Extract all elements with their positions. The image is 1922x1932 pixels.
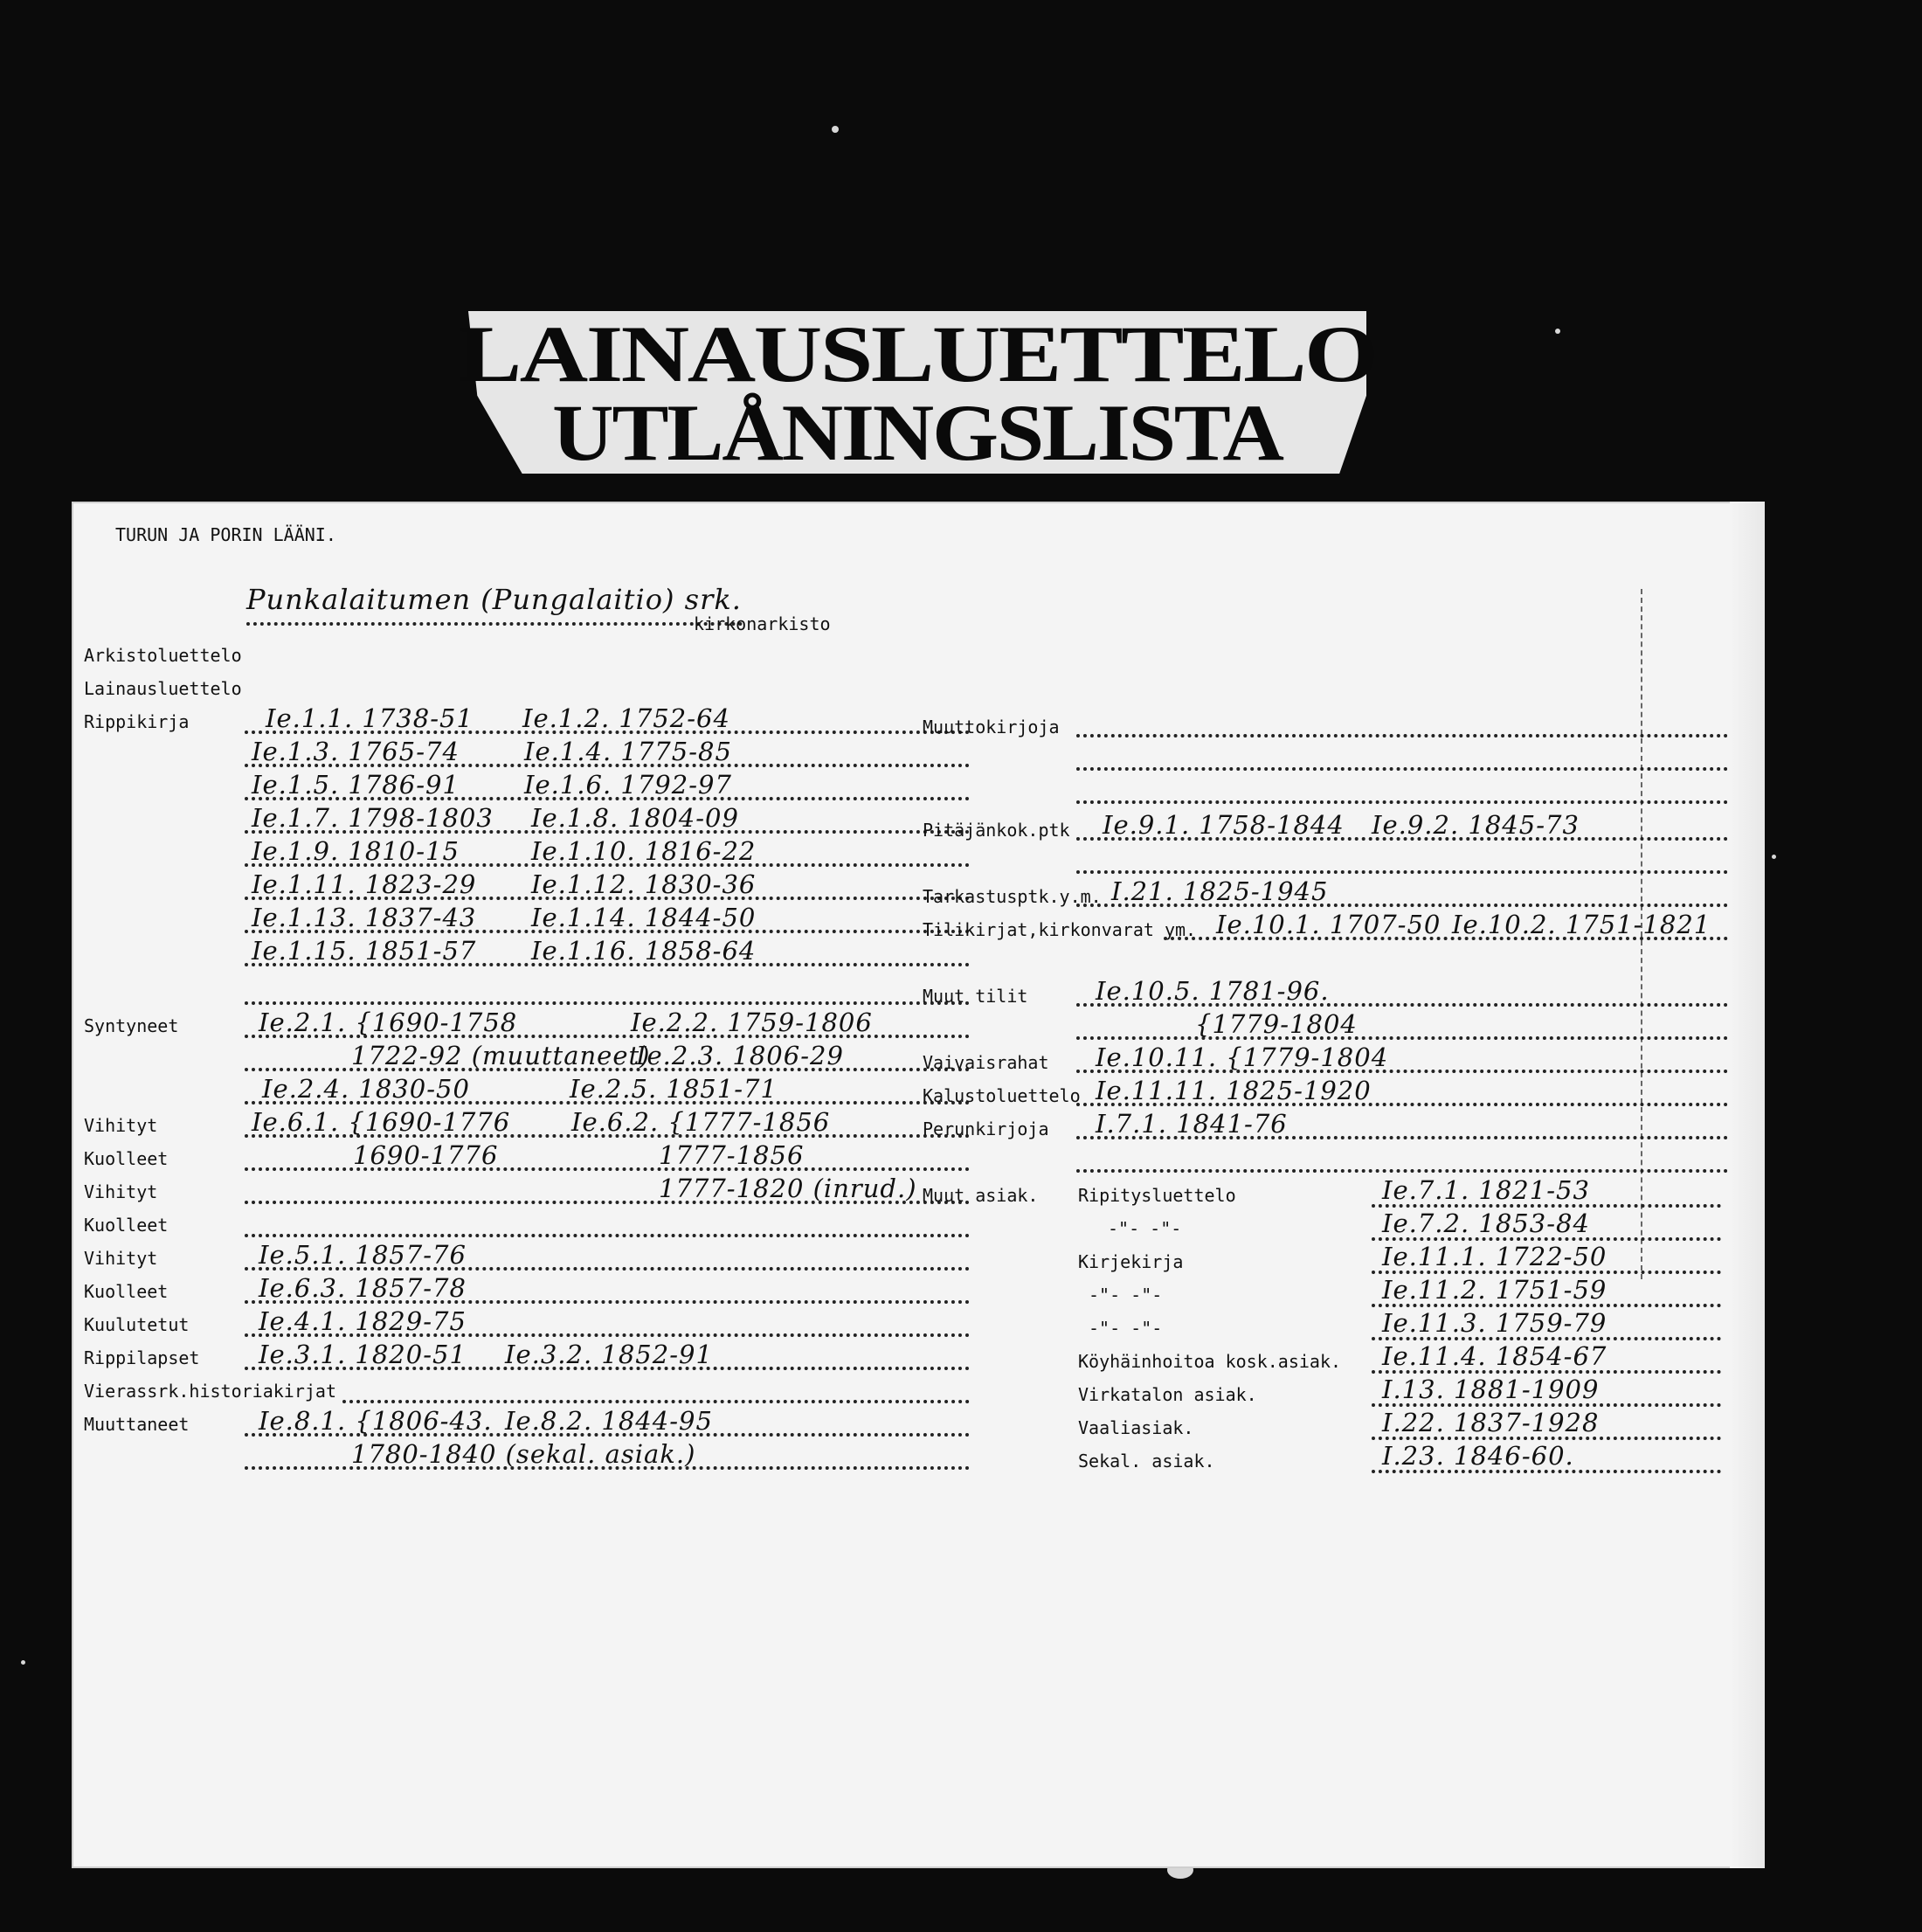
hw-ie-1-13: Ie.1.13. 1837-43 bbox=[252, 903, 477, 932]
label-tarkastusptk: Tarkastusptk.y.m. bbox=[923, 886, 1102, 907]
hw-ie-9-1: Ie.9.1. 1758-1844 bbox=[1103, 810, 1345, 840]
label-vihityt-1: Vihityt bbox=[84, 1115, 158, 1136]
hw-1722-92: 1722-92 (muuttaneet) bbox=[351, 1041, 651, 1070]
hw-ie-11-3: Ie.11.3. 1759-79 bbox=[1382, 1308, 1607, 1338]
hw-ie-6-1: Ie.6.1. {1690-1776 bbox=[252, 1107, 511, 1137]
label-rippikirja: Rippikirja bbox=[84, 711, 190, 732]
hw-ie-1-1: Ie.1.1. 1738-51 bbox=[266, 703, 474, 733]
label-perunkirjoja: Perunkirjoja bbox=[923, 1118, 1049, 1139]
county-heading: TURUN JA PORIN LÄÄNI. bbox=[115, 524, 336, 545]
label-kalustoluettelo: Kalustoluettelo bbox=[923, 1085, 1081, 1106]
label-vihityt-2: Vihityt bbox=[84, 1181, 158, 1202]
hw-ie-10-11: Ie.10.11. {1779-1804 bbox=[1096, 1042, 1389, 1072]
label-virkatalon: Virkatalon asiak. bbox=[1078, 1384, 1257, 1405]
hw-ie-5-1: Ie.5.1. 1857-76 bbox=[259, 1240, 467, 1270]
hw-1690-1776: 1690-1776 bbox=[353, 1140, 499, 1170]
label-vaivaisrahat: Vaivaisrahat bbox=[923, 1052, 1049, 1073]
hw-ie-1-2: Ie.1.2. 1752-64 bbox=[522, 703, 730, 733]
hw-ie-11-1: Ie.11.1. 1722-50 bbox=[1382, 1242, 1607, 1271]
label-kuolleet-3: Kuolleet bbox=[84, 1281, 169, 1302]
hw-i-13: I.13. 1881-1909 bbox=[1382, 1375, 1600, 1404]
hw-ie-4-1: Ie.4.1. 1829-75 bbox=[259, 1306, 467, 1336]
hw-ie-2-4: Ie.2.4. 1830-50 bbox=[262, 1074, 470, 1104]
label-pitajankok: Pitäjänkok.ptk bbox=[923, 820, 1070, 841]
label-vierassrk: Vierassrk.historiakirjat bbox=[84, 1381, 336, 1402]
label-kuolleet-2: Kuolleet bbox=[84, 1215, 169, 1236]
label-kuolleet-1: Kuolleet bbox=[84, 1148, 169, 1169]
hw-i-7-1: I.7.1. 1841-76 bbox=[1096, 1109, 1288, 1139]
label-koyhainhoitoa: Köyhäinhoitoa kosk.asiak. bbox=[1078, 1351, 1342, 1372]
hw-1780-1840: 1780-1840 (sekal. asiak.) bbox=[351, 1439, 696, 1469]
hw-ie-1-4: Ie.1.4. 1775-85 bbox=[524, 737, 732, 766]
hw-ie-7-2: Ie.7.2. 1853-84 bbox=[1382, 1208, 1590, 1238]
hw-ie-6-2: Ie.6.2. {1777-1856 bbox=[571, 1107, 831, 1137]
hw-ie-10-2: Ie.10.2. 1751-1821 bbox=[1452, 910, 1711, 939]
hw-ie-11-11: Ie.11.11. 1825-1920 bbox=[1096, 1076, 1372, 1105]
label-syntyneet: Syntyneet bbox=[84, 1015, 179, 1036]
hw-ie-7-1: Ie.7.1. 1821-53 bbox=[1382, 1175, 1590, 1205]
label-vaaliasiak: Vaaliasiak. bbox=[1078, 1417, 1194, 1438]
hw-ie-10-5: Ie.10.5. 1781-96. bbox=[1096, 976, 1330, 1006]
arkistoluettelo-label: Arkistoluettelo bbox=[84, 645, 242, 666]
hw-ie-10-1: Ie.10.1. 1707-50 bbox=[1216, 910, 1442, 939]
title-plate bbox=[458, 309, 1377, 477]
hw-ie-6-3: Ie.6.3. 1857-78 bbox=[259, 1273, 467, 1303]
hw-i-21: I.21. 1825-1945 bbox=[1111, 876, 1329, 906]
hw-ie-8-1: Ie.8.1. {1806-43. bbox=[259, 1406, 493, 1436]
hw-ie-1-12: Ie.1.12. 1830-36 bbox=[531, 869, 757, 899]
label-muuttaneet: Muuttaneet bbox=[84, 1414, 190, 1435]
hw-ie-1-10: Ie.1.10. 1816-22 bbox=[531, 836, 757, 866]
label-tilikirjat: Tilikirjat,kirkonvarat ym. bbox=[923, 919, 1197, 940]
label-ditto-1: -"- -"- bbox=[1108, 1218, 1182, 1239]
hw-i-22: I.22. 1837-1928 bbox=[1382, 1408, 1600, 1437]
hw-ie-1-7: Ie.1.7. 1798-1803 bbox=[252, 803, 494, 833]
label-ditto-3: -"- -"- bbox=[1089, 1318, 1163, 1339]
hw-ie-8-2: Ie.8.2. 1844-95 bbox=[505, 1406, 713, 1436]
hw-ie-1-8: Ie.1.8. 1804-09 bbox=[531, 803, 739, 833]
label-muut-asiak: Muut asiak. bbox=[923, 1185, 1039, 1206]
hw-ie-1-14: Ie.1.14. 1844-50 bbox=[531, 903, 757, 932]
hw-1779-1804: {1779-1804 bbox=[1195, 1009, 1358, 1039]
hw-ie-3-1: Ie.3.1. 1820-51 bbox=[259, 1340, 467, 1369]
lainausluettelo-label: Lainausluettelo bbox=[84, 678, 242, 699]
plate-title-swedish: UTLÅNINGSLISTA bbox=[552, 388, 1282, 477]
hw-ie-3-2: Ie.3.2. 1852-91 bbox=[505, 1340, 713, 1369]
hw-1777-1820: 1777-1820 (inrud.) bbox=[659, 1174, 917, 1203]
hw-ie-1-6: Ie.1.6. 1792-97 bbox=[524, 770, 732, 800]
hw-ie-2-2: Ie.2.2. 1759-1806 bbox=[631, 1008, 873, 1037]
label-rippilapset: Rippilapset bbox=[84, 1347, 200, 1368]
hw-ie-2-5: Ie.2.5. 1851-71 bbox=[570, 1074, 778, 1104]
hw-ie-1-9: Ie.1.9. 1810-15 bbox=[252, 836, 460, 866]
hw-ie-2-1: Ie.2.1. {1690-1758 bbox=[259, 1008, 518, 1037]
hw-ie-1-11: Ie.1.11. 1823-29 bbox=[252, 869, 477, 899]
plate-title-finnish: LAINAUSLUETTELO bbox=[458, 309, 1377, 398]
hw-ie-1-16: Ie.1.16. 1858-64 bbox=[531, 936, 757, 966]
label-muuttokirjoja: Muuttokirjoja bbox=[923, 717, 1060, 737]
parish-handwritten: Punkalaitumen (Pungalaitio) srk. bbox=[246, 583, 742, 616]
hw-ie-1-3: Ie.1.3. 1765-74 bbox=[252, 737, 460, 766]
hw-1777-1856: 1777-1856 bbox=[659, 1140, 805, 1170]
parish-suffix: kirkonarkisto bbox=[694, 613, 831, 634]
hw-ie-9-2: Ie.9.2. 1845-73 bbox=[1372, 810, 1580, 840]
label-ditto-2: -"- -"- bbox=[1089, 1285, 1163, 1305]
hw-ie-11-4: Ie.11.4. 1854-67 bbox=[1382, 1341, 1607, 1371]
label-muut-tilit: Muut tilit bbox=[923, 986, 1028, 1007]
hw-ie-2-3: Ie.2.3. 1806-29 bbox=[636, 1041, 844, 1070]
label-kuulutetut: Kuulutetut bbox=[84, 1314, 190, 1335]
label-kirjekirja: Kirjekirja bbox=[1078, 1251, 1184, 1272]
archive-card bbox=[72, 502, 1765, 1868]
label-vihityt-3: Vihityt bbox=[84, 1248, 158, 1269]
label-ripitysluettelo: Ripitysluettelo bbox=[1078, 1185, 1236, 1206]
label-sekal: Sekal. asiak. bbox=[1078, 1451, 1215, 1472]
hw-i-23: I.23. 1846-60. bbox=[1382, 1441, 1574, 1471]
hw-ie-1-15: Ie.1.15. 1851-57 bbox=[252, 936, 477, 966]
hw-ie-11-2: Ie.11.2. 1751-59 bbox=[1382, 1275, 1607, 1305]
hw-ie-1-5: Ie.1.5. 1786-91 bbox=[252, 770, 460, 800]
